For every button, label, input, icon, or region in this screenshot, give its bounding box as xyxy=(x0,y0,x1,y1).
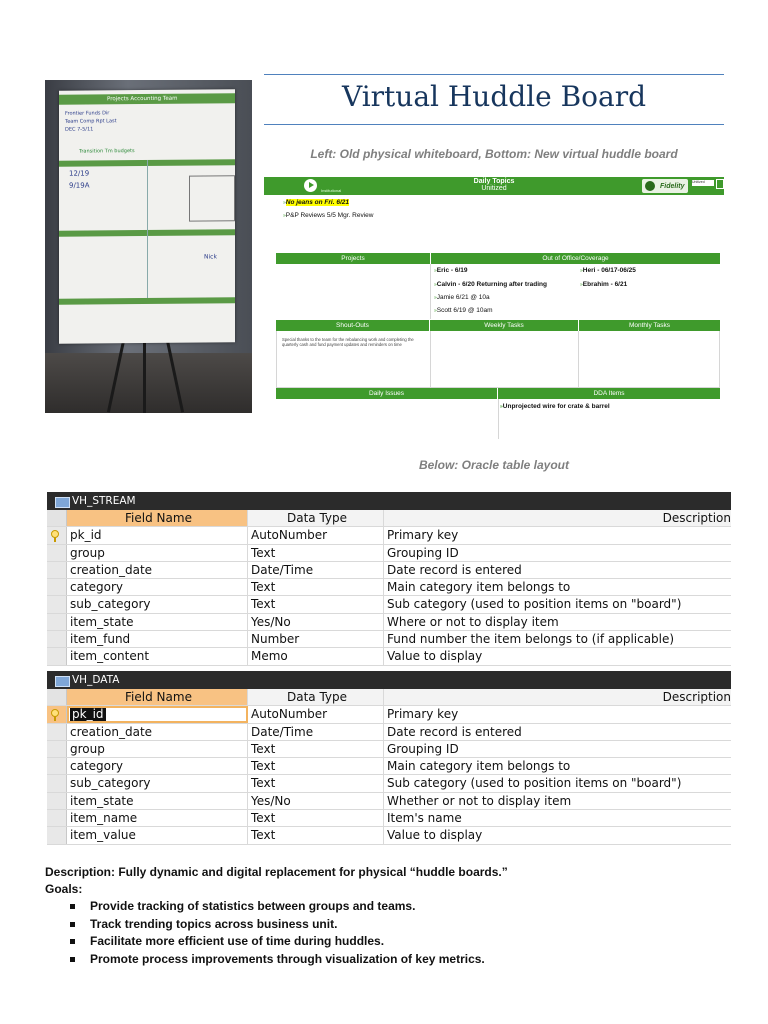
column-header[interactable]: Description xyxy=(384,510,731,526)
table-vh-stream xyxy=(47,492,731,666)
virtual-huddle-board xyxy=(264,177,724,442)
shoutouts-header: Shout-Outs xyxy=(276,320,429,331)
goal-item: Track trending topics across business unit. xyxy=(45,916,508,934)
board-title: Daily Topics xyxy=(473,178,515,185)
table-row[interactable]: creation_date Date/Time Date record is entered xyxy=(47,562,731,579)
table-row[interactable]: category Text Main category item belongs to xyxy=(47,579,731,596)
play-icon xyxy=(304,179,317,192)
scribble: Team Comp Rpt Last xyxy=(65,118,117,125)
table-row[interactable]: item_name Text Item's name xyxy=(47,810,731,827)
table-icon xyxy=(55,497,70,508)
column-header[interactable]: Field Name xyxy=(67,510,248,526)
description-block xyxy=(45,864,508,968)
shoutout-text: Special thanks to the team for the rebalancing work and completing the quarterly cash and fund payment updates and reminders on time xyxy=(282,337,414,347)
selected-field[interactable]: pk_id xyxy=(72,707,104,722)
board-title: Projects Accounting Team xyxy=(107,95,178,103)
ooo-item: »Heri - 06/17-06/25 xyxy=(580,267,636,274)
ooo-item: »Calvin - 6/20 Returning after trading xyxy=(434,281,547,288)
scribble: 9/19A xyxy=(69,181,90,190)
title-rule xyxy=(264,74,724,75)
table-row[interactable]: pk_id AutoNumber Primary key xyxy=(47,527,731,544)
goal-item: Facilitate more efficient use of time during huddles. xyxy=(45,933,508,951)
goals-list xyxy=(45,898,508,968)
table-row[interactable]: group Text Grouping ID xyxy=(47,545,731,562)
daily-issues-header: Daily Issues xyxy=(276,388,497,399)
scribble: Frontier Funds Dir xyxy=(65,110,110,117)
board-bar xyxy=(59,297,235,305)
scribble: DEC 7-5/11 xyxy=(65,126,94,133)
table-icon xyxy=(55,676,70,687)
table-row[interactable]: sub_category Text Sub category (used to position items on "board") xyxy=(47,596,731,613)
ooo-item: »Scott 6/19 @ 10am xyxy=(434,307,493,314)
column-header[interactable]: Field Name xyxy=(67,689,248,705)
table-tab[interactable]: VH_DATA xyxy=(47,671,731,689)
photo-floor xyxy=(45,353,252,413)
table-vh-data xyxy=(47,671,731,845)
dda-item: »Unprojected wire for crate & barrel xyxy=(500,403,610,410)
goals-label: Goals: xyxy=(45,882,83,896)
primary-key-icon xyxy=(51,709,59,719)
board-small-label: Institutional xyxy=(321,188,342,193)
monthly-header: Monthly Tasks xyxy=(579,320,720,331)
row-selector[interactable] xyxy=(47,689,67,705)
table-row[interactable]: creation_date Date/Time Date record is entered xyxy=(47,724,731,741)
brand-logo: Fidelity xyxy=(642,179,688,193)
whiteboard xyxy=(59,89,235,344)
easel-leg xyxy=(143,335,146,413)
board-subtitle: Unitized xyxy=(481,185,507,192)
ooo-item: »Ebrahim - 6/21 xyxy=(580,281,628,288)
brand-icon xyxy=(645,181,655,191)
board-topbar xyxy=(264,177,724,195)
table-tab[interactable]: VH_STREAM xyxy=(47,492,731,510)
primary-key-icon xyxy=(51,530,59,540)
column-header[interactable]: Data Type xyxy=(248,689,384,705)
settings-icon[interactable] xyxy=(716,179,724,189)
scribble: Transition Tm budgets xyxy=(79,148,135,155)
table-row[interactable]: item_state Yes/No Where or not to display item xyxy=(47,614,731,631)
table-row[interactable]: category Text Main category item belongs to xyxy=(47,758,731,775)
table-row[interactable]: group Text Grouping ID xyxy=(47,741,731,758)
ooo-item: »Eric - 6/19 xyxy=(434,267,468,274)
scribble: Nick xyxy=(204,253,217,261)
column-header[interactable]: Data Type xyxy=(248,510,384,526)
whiteboard-photo xyxy=(45,80,252,413)
table-row[interactable]: sub_category Text Sub category (used to position items on "board") xyxy=(47,775,731,792)
description-text: Description: Fully dynamic and digital replacement for physical “huddle boards.” xyxy=(45,865,508,879)
table-row[interactable]: item_state Yes/No Whether or not to display item xyxy=(47,793,731,810)
topic-item: »P&P Reviews 5/5 Mgr. Review xyxy=(283,212,374,219)
page-title: Virtual Huddle Board xyxy=(341,80,647,113)
row-selector[interactable] xyxy=(47,510,67,526)
goal-item: Promote process improvements through visualization of key metrics. xyxy=(45,951,508,969)
weekly-header: Weekly Tasks xyxy=(430,320,578,331)
table-header-row xyxy=(47,689,731,706)
table-header-row xyxy=(47,510,731,527)
table-row[interactable]: item_fund Number Fund number the item belongs to (if applicable) xyxy=(47,631,731,648)
ooo-header: Out of Office/Coverage xyxy=(431,253,720,264)
title-rule xyxy=(264,124,724,125)
dda-header: DDA Items xyxy=(498,388,720,399)
table-row[interactable]: item_content Memo Value to display xyxy=(47,648,731,665)
table-row[interactable]: item_value Text Value to display xyxy=(47,827,731,844)
caption-mid: Below: Oracle table layout xyxy=(418,458,570,472)
ooo-item: »Jamie 6/21 @ 10a xyxy=(434,294,490,301)
column-header[interactable]: Description xyxy=(384,689,731,705)
caption-top: Left: Old physical whiteboard, Bottom: New virtual huddle board xyxy=(310,147,678,161)
group-select[interactable]: Unitized xyxy=(692,180,714,186)
table-row[interactable]: pk_id AutoNumber Primary key xyxy=(47,706,731,723)
scribble: 12/19 xyxy=(69,169,90,178)
projects-header: Projects xyxy=(276,253,430,264)
topic-item: »No jeans on Fri. 6/21 xyxy=(283,199,349,206)
goal-item: Provide tracking of statistics between groups and teams. xyxy=(45,898,508,916)
